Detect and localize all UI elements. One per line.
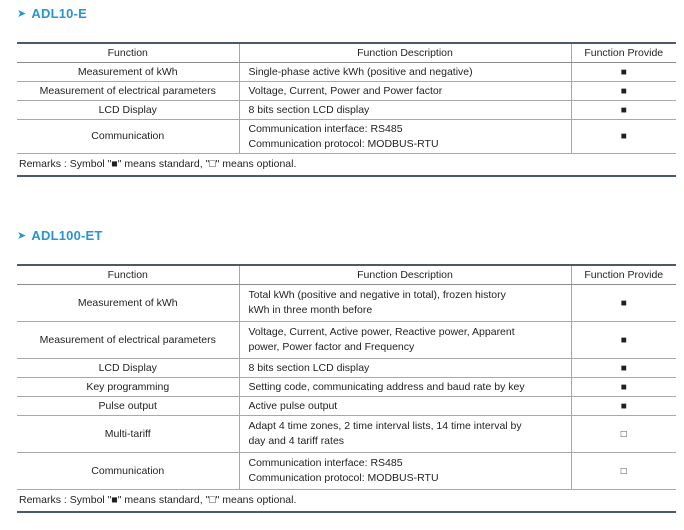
description-line: kWh in three month before <box>248 304 373 316</box>
table-row <box>17 416 676 453</box>
description-line: Total kWh (positive and negative in total), frozen history <box>248 289 506 301</box>
description-line: Single-phase active kWh (positive and negative) <box>248 65 473 78</box>
header-function: Function <box>17 265 239 285</box>
table-row <box>17 378 676 397</box>
section-heading-adl100-et <box>17 228 103 243</box>
description-line: Communication interface: RS485 <box>248 122 403 135</box>
adl100-et-function-table <box>17 264 676 513</box>
section-title: ADL10-E <box>31 6 87 21</box>
description-cell <box>239 397 571 416</box>
description-line: day and 4 tariff rates <box>248 435 345 447</box>
header-provide: Function Provide <box>571 43 676 63</box>
remarks-text: Remarks : Symbol "■" means standard, "□" means optional. <box>17 154 676 177</box>
description-line: 8 bits section LCD display <box>248 103 370 116</box>
function-cell: Multi-tariff <box>17 416 239 453</box>
table-row <box>17 285 676 322</box>
description-cell <box>239 359 571 378</box>
table-row <box>17 82 676 101</box>
function-cell: Key programming <box>17 378 239 397</box>
description-cell <box>239 285 571 322</box>
table-row <box>17 101 676 120</box>
description-cell <box>239 82 571 101</box>
provide-cell: ■ <box>571 63 676 82</box>
description-line: Active pulse output <box>248 399 338 412</box>
remarks-text: Remarks : Symbol "■" means standard, "□" means optional. <box>17 490 676 513</box>
description-line: Communication protocol: MODBUS-RTU <box>248 472 439 484</box>
provide-cell: ■ <box>571 322 676 359</box>
function-cell: Communication <box>17 453 239 490</box>
provide-cell: ■ <box>571 82 676 101</box>
adl10-e-function-table <box>17 42 676 177</box>
remarks-row <box>17 490 676 513</box>
arrow-icon: ➤ <box>17 230 27 242</box>
table-row <box>17 397 676 416</box>
provide-cell: ■ <box>571 285 676 322</box>
description-line: Voltage, Current, Active power, Reactive power, Apparent <box>248 326 515 338</box>
description-cell <box>239 120 571 154</box>
provide-cell: □ <box>571 416 676 453</box>
header-description: Function Description <box>239 265 571 285</box>
provide-cell: ■ <box>571 359 676 378</box>
function-cell: Measurement of kWh <box>17 285 239 322</box>
provide-cell: ■ <box>571 378 676 397</box>
section-heading-adl10-e <box>17 6 87 21</box>
table-row <box>17 120 676 154</box>
description-cell <box>239 101 571 120</box>
function-cell: LCD Display <box>17 101 239 120</box>
description-cell <box>239 63 571 82</box>
description-cell <box>239 453 571 490</box>
provide-cell: ■ <box>571 397 676 416</box>
arrow-icon: ➤ <box>17 8 27 20</box>
header-description: Function Description <box>239 43 571 63</box>
provide-cell: ■ <box>571 120 676 154</box>
table-row <box>17 453 676 490</box>
provide-cell: ■ <box>571 101 676 120</box>
description-line: Communication protocol: MODBUS-RTU <box>248 137 439 150</box>
function-cell: Measurement of electrical parameters <box>17 82 239 101</box>
description-cell <box>239 322 571 359</box>
description-line: power, Power factor and Frequency <box>248 341 415 353</box>
description-cell <box>239 416 571 453</box>
description-line: Voltage, Current, Power and Power factor <box>248 84 443 97</box>
function-cell: Communication <box>17 120 239 154</box>
remarks-row <box>17 154 676 177</box>
table-row <box>17 322 676 359</box>
table-header-row <box>17 43 676 63</box>
function-cell: Pulse output <box>17 397 239 416</box>
header-function: Function <box>17 43 239 63</box>
provide-cell: □ <box>571 453 676 490</box>
table-row <box>17 359 676 378</box>
description-line: Communication interface: RS485 <box>248 457 403 469</box>
description-cell <box>239 378 571 397</box>
description-line: Setting code, communicating address and baud rate by key <box>248 380 525 393</box>
table-header-row <box>17 265 676 285</box>
function-cell: Measurement of kWh <box>17 63 239 82</box>
function-cell: LCD Display <box>17 359 239 378</box>
table-row <box>17 63 676 82</box>
description-line: Adapt 4 time zones, 2 time interval lists, 14 time interval by <box>248 420 522 432</box>
function-cell: Measurement of electrical parameters <box>17 322 239 359</box>
section-title: ADL100-ET <box>31 228 103 243</box>
description-line: 8 bits section LCD display <box>248 361 370 374</box>
header-provide: Function Provide <box>571 265 676 285</box>
